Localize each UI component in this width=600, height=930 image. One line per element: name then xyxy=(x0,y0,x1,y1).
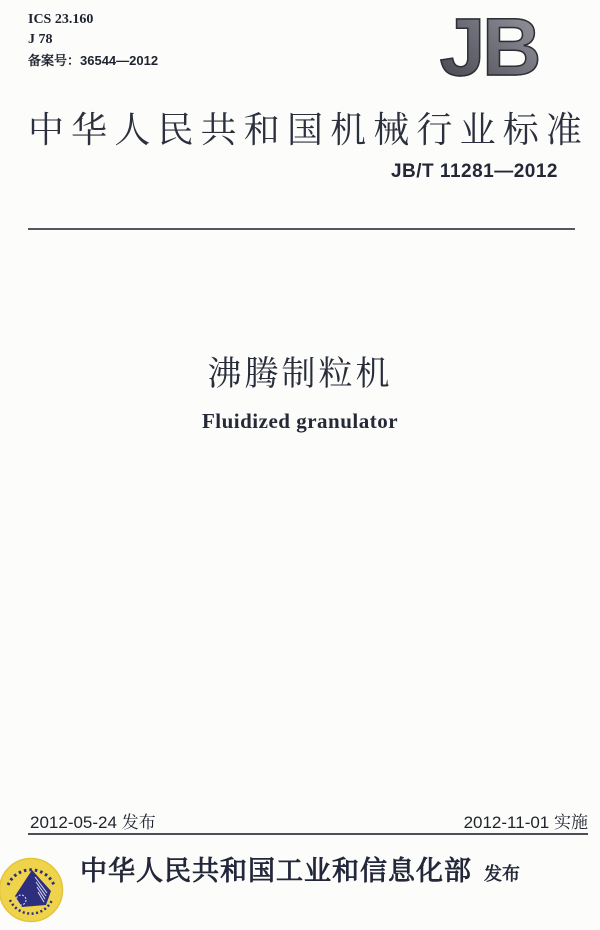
publisher-name: 中华人民共和国工业和信息化部 xyxy=(80,856,472,886)
issue-date-value: 2012-05-24 xyxy=(30,813,117,832)
ics-code: ICS 23.160 xyxy=(28,12,94,27)
date-row xyxy=(30,808,588,832)
publisher-label: 发布 xyxy=(484,864,520,884)
issue-date-label: 发布 xyxy=(121,813,156,832)
standard-number: JB/T 11281—2012 xyxy=(390,161,558,182)
document-title-chinese: 沸腾制粒机 xyxy=(207,355,393,393)
class-code: J 78 xyxy=(28,32,53,47)
record-number: 备案号：36544—2012 xyxy=(28,53,159,68)
jb-logo: JB xyxy=(422,4,556,92)
document-title-english: Fluidized granulator xyxy=(201,409,399,433)
implementation-date xyxy=(464,808,588,833)
classification-block xyxy=(28,10,158,71)
machinery-industry-seal-icon xyxy=(0,856,66,924)
implementation-date-value: 2012-11-01 xyxy=(463,813,550,832)
standard-heading: 中 华 人 民 共 和 国 机 械 行 业 标 准 xyxy=(28,109,582,150)
footer-divider-line xyxy=(28,833,588,835)
header-divider-line xyxy=(28,228,575,230)
publisher-row xyxy=(0,849,600,888)
issue-date xyxy=(30,808,156,833)
implementation-date-label: 实施 xyxy=(554,813,588,832)
